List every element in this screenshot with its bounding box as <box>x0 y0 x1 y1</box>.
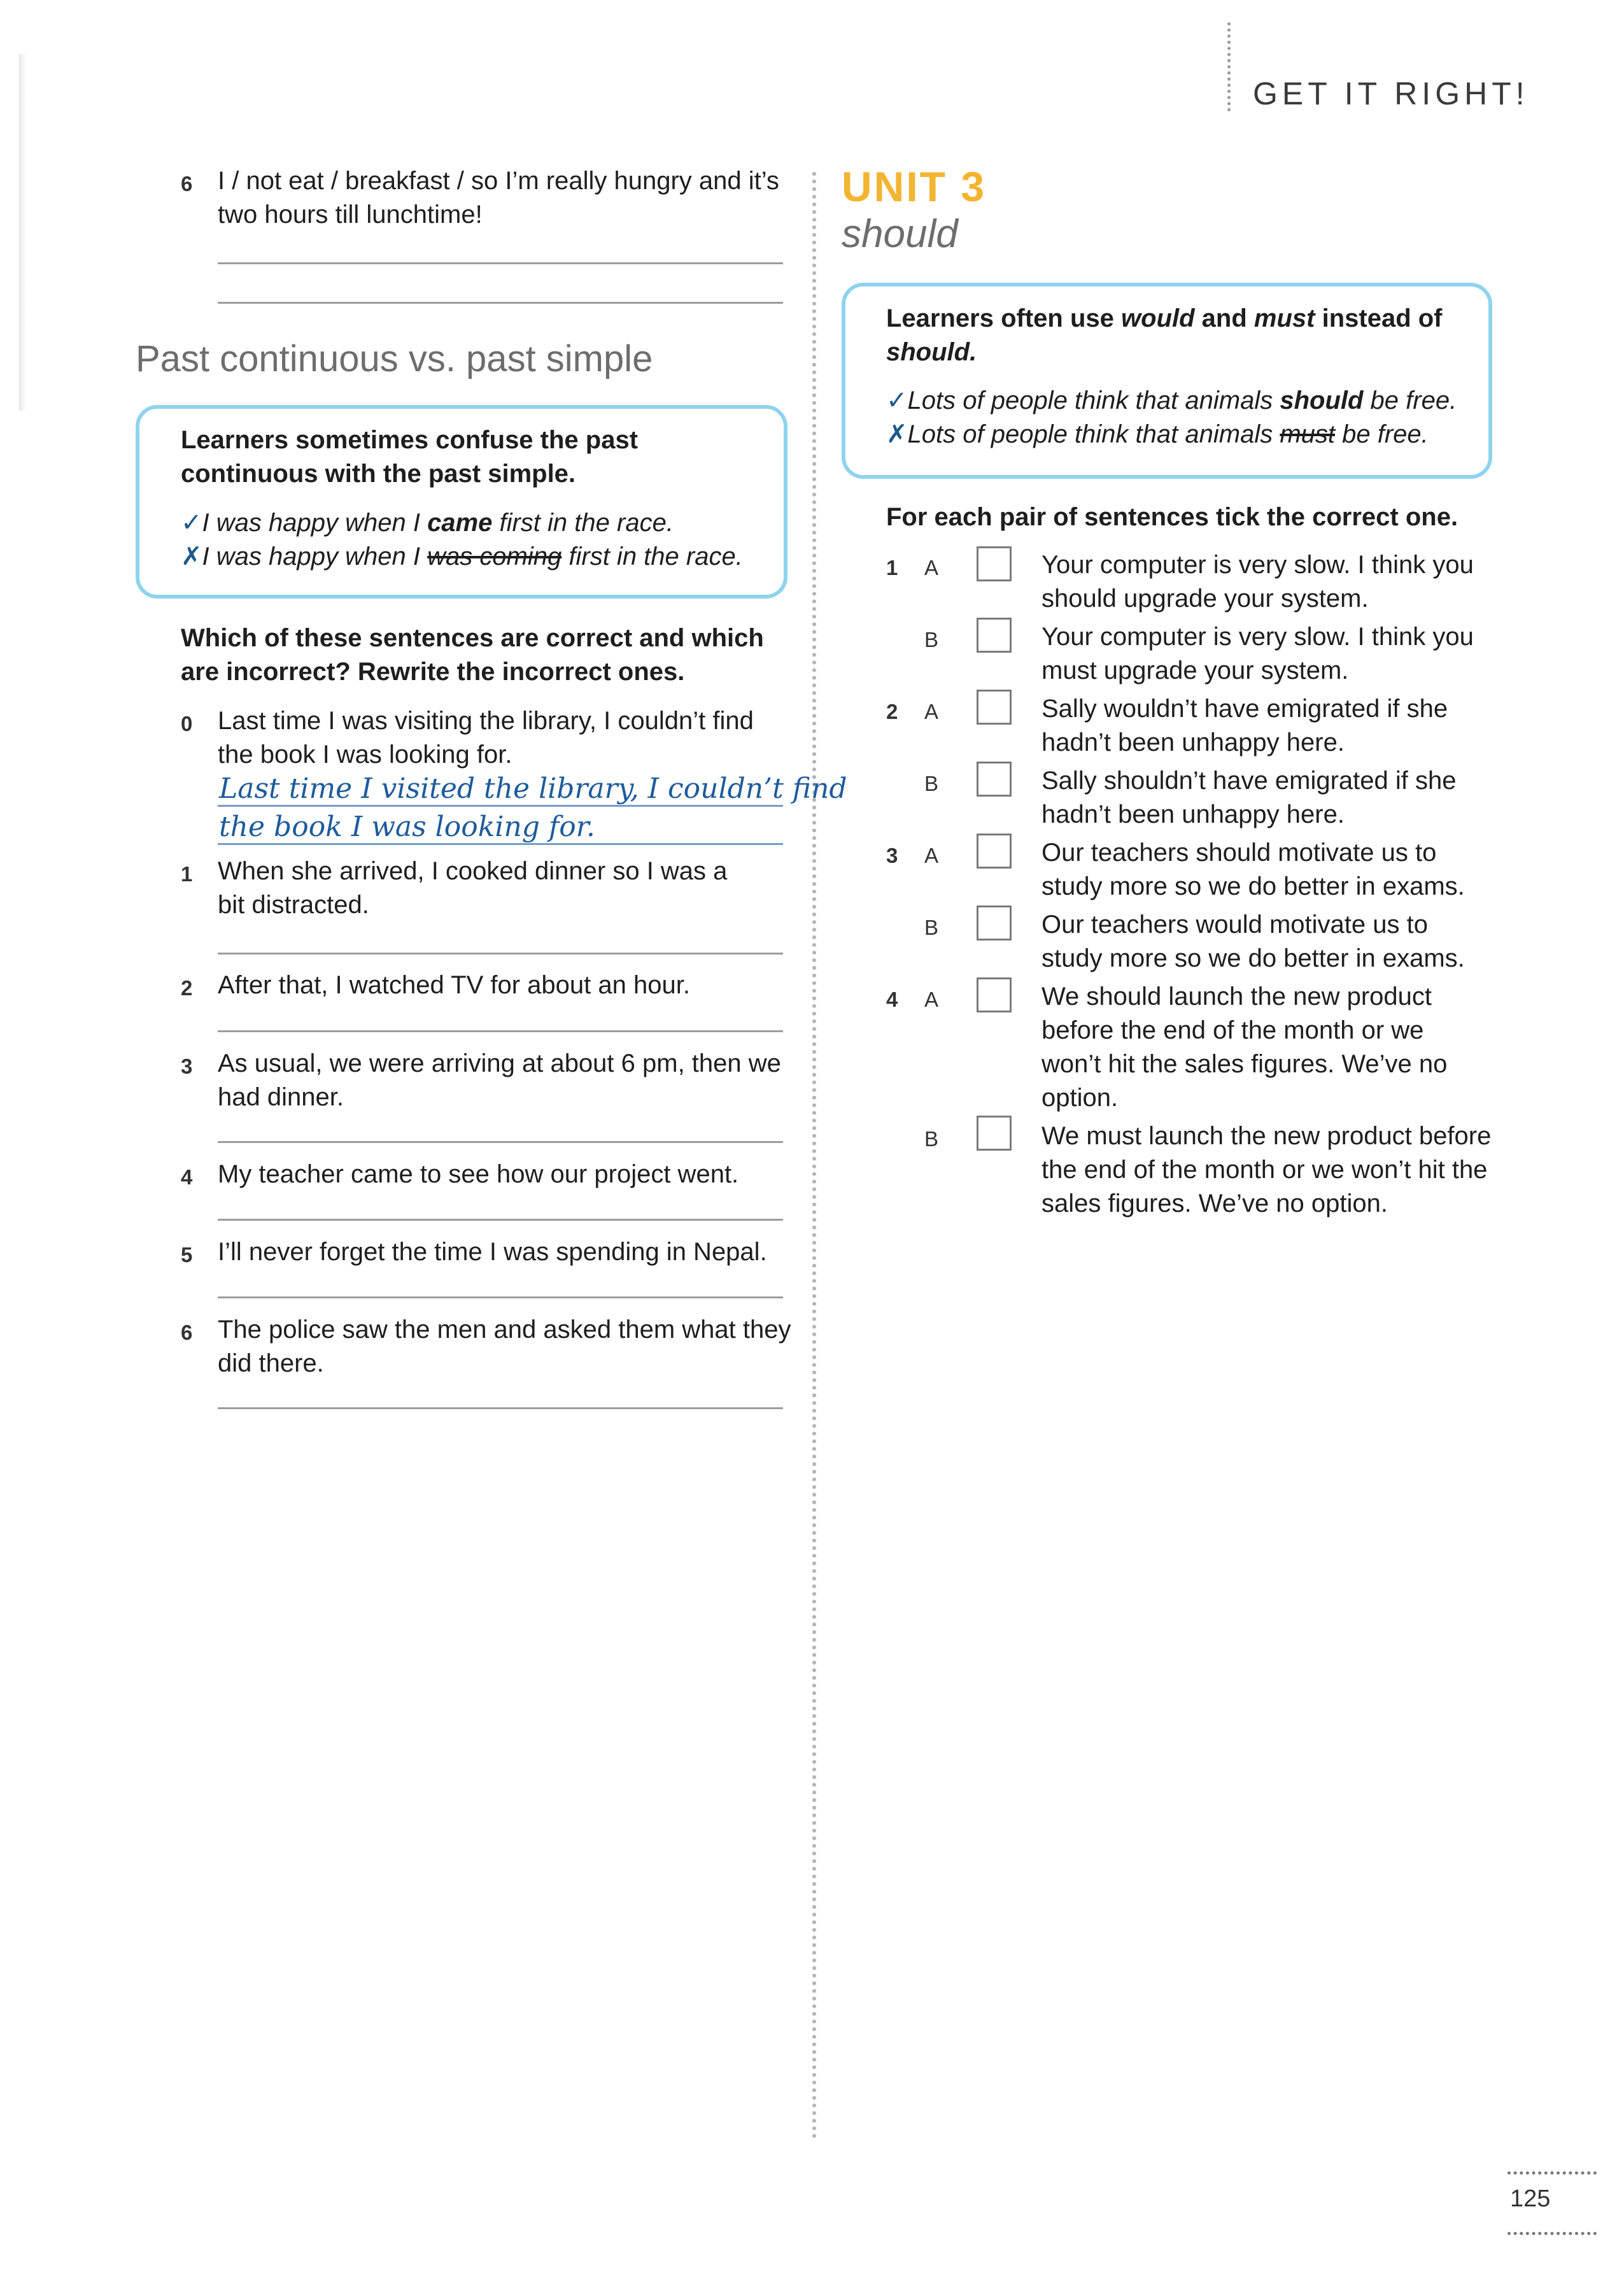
option-text-line: the end of the month or we won’t hit the <box>1041 1156 1488 1184</box>
item-text-line: did there. <box>218 1349 324 1377</box>
item-number: 6 <box>181 172 193 195</box>
callout-heading: should. <box>886 338 977 366</box>
option-text-line: sales figures. We’ve no option. <box>1041 1189 1388 1218</box>
answer-line[interactable] <box>218 1030 783 1032</box>
tick-box[interactable] <box>977 618 1012 653</box>
option-text-line: option. <box>1041 1084 1119 1112</box>
option-text-line: study more so we do better in exams. <box>1041 872 1465 900</box>
item-text-line: When she arrived, I cooked dinner so I was a <box>218 857 728 885</box>
option-label: B <box>924 916 939 939</box>
item-number: 0 <box>181 712 193 735</box>
page-edge-shadow <box>19 54 27 411</box>
option-label: B <box>924 772 939 795</box>
callout-heading: continuous with the past simple. <box>181 460 576 488</box>
option-text-line: Sally shouldn’t have emigrated if she <box>1041 767 1457 795</box>
option-text-line: Our teachers would motivate us to <box>1041 911 1428 939</box>
page-number: 125 <box>1510 2185 1551 2212</box>
answer-line[interactable] <box>218 1219 783 1221</box>
item-text-line: The police saw the men and asked them what they <box>218 1316 791 1344</box>
option-text-line: We should launch the new product <box>1041 983 1432 1011</box>
item-number: 1 <box>181 862 193 886</box>
cross-icon: ✗ <box>886 420 908 448</box>
item-number: 2 <box>181 976 193 1000</box>
option-text-line: Our teachers should motivate us to <box>1041 839 1437 867</box>
correct-example: ✓I was happy when I came first in the race. <box>181 509 674 537</box>
answer-line <box>218 805 783 807</box>
option-text-line: Sally wouldn’t have emigrated if she <box>1041 695 1448 723</box>
item-number: 4 <box>181 1165 193 1189</box>
option-text-line: must upgrade your system. <box>1041 657 1349 685</box>
running-head: GET IT RIGHT! <box>1253 76 1529 111</box>
unit-title: UNIT 3 <box>842 163 987 210</box>
option-label: A <box>924 556 939 579</box>
item-number: 2 <box>886 700 898 723</box>
tick-box[interactable] <box>977 762 1012 797</box>
item-number: 1 <box>886 556 898 579</box>
option-text-line: Your computer is very slow. I think you <box>1041 623 1474 651</box>
column-divider <box>812 172 816 2140</box>
option-label: B <box>924 628 939 651</box>
item-number: 5 <box>181 1243 193 1267</box>
answer-line[interactable] <box>218 1407 783 1409</box>
item-text-line: I’ll never forget the time I was spending in Nepal. <box>218 1238 767 1266</box>
exercise-instruction: Which of these sentences are correct and which <box>181 624 764 652</box>
page-number-rule-bottom <box>1507 2232 1597 2235</box>
tick-box[interactable] <box>977 905 1012 941</box>
exercise-instruction: For each pair of sentences tick the correct one. <box>886 503 1458 531</box>
answer-line[interactable] <box>218 1296 783 1298</box>
item-text-line: After that, I watched TV for about an hour. <box>218 971 690 999</box>
exercise-instruction: are incorrect? Rewrite the incorrect ones. <box>181 658 685 686</box>
header-divider <box>1227 22 1231 111</box>
option-label: A <box>924 844 939 867</box>
item-text-line: My teacher came to see how our project went. <box>218 1160 739 1188</box>
option-text-line: won’t hit the sales figures. We’ve no <box>1041 1050 1448 1078</box>
answer-line[interactable] <box>218 1141 783 1143</box>
item-text-line: I / not eat / breakfast / so I’m really hungry and it’s <box>218 167 779 195</box>
item-text-line: had dinner. <box>218 1083 344 1111</box>
correct-example: ✓Lots of people think that animals should be free. <box>886 387 1457 415</box>
tick-box[interactable] <box>977 1116 1012 1151</box>
answer-line <box>218 843 783 845</box>
unit-subtitle: should <box>842 212 958 256</box>
handwritten-answer: the book I was looking for. <box>219 811 595 843</box>
item-text-line: bit distracted. <box>218 891 369 919</box>
item-number: 3 <box>181 1054 193 1078</box>
option-text-line: Your computer is very slow. I think you <box>1041 551 1474 579</box>
wrong-example: ✗Lots of people think that animals must be free. <box>886 420 1429 448</box>
tick-box[interactable] <box>977 834 1012 869</box>
wrong-example: ✗I was happy when I was coming first in the race. <box>181 543 743 571</box>
option-label: B <box>924 1127 939 1151</box>
option-text-line: We must launch the new product before <box>1041 1122 1492 1150</box>
callout-heading: Learners sometimes confuse the past <box>181 426 639 454</box>
item-text-line: Last time I was visiting the library, I couldn’t find <box>218 707 754 735</box>
option-text-line: hadn’t been unhappy here. <box>1041 728 1345 756</box>
item-text-line: the book I was looking for. <box>218 741 512 769</box>
option-text-line: should upgrade your system. <box>1041 585 1369 613</box>
section-title: Past continuous vs. past simple <box>136 338 653 380</box>
item-number: 3 <box>886 844 898 867</box>
answer-line[interactable] <box>218 953 783 955</box>
option-text-line: hadn’t been unhappy here. <box>1041 800 1345 828</box>
cross-icon: ✗ <box>181 543 202 571</box>
item-number: 6 <box>181 1321 193 1344</box>
item-text-line: As usual, we were arriving at about 6 pm, then we <box>218 1049 781 1077</box>
page-number-rule-top <box>1507 2171 1597 2175</box>
option-text-line: study more so we do better in exams. <box>1041 944 1465 972</box>
tick-box[interactable] <box>977 977 1012 1012</box>
item-number: 4 <box>886 988 898 1011</box>
check-icon: ✓ <box>181 509 202 537</box>
option-label: A <box>924 988 939 1011</box>
answer-line[interactable] <box>218 302 783 304</box>
option-text-line: before the end of the month or we <box>1041 1016 1424 1044</box>
item-text-line: two hours till lunchtime! <box>218 201 483 229</box>
check-icon: ✓ <box>886 387 908 415</box>
answer-line[interactable] <box>218 262 783 264</box>
callout-heading: Learners often use would and must instead of <box>886 304 1443 332</box>
tick-box[interactable] <box>977 546 1012 581</box>
handwritten-answer: Last time I visited the library, I couldn’t find <box>219 772 847 805</box>
option-label: A <box>924 700 939 723</box>
tick-box[interactable] <box>977 690 1012 725</box>
